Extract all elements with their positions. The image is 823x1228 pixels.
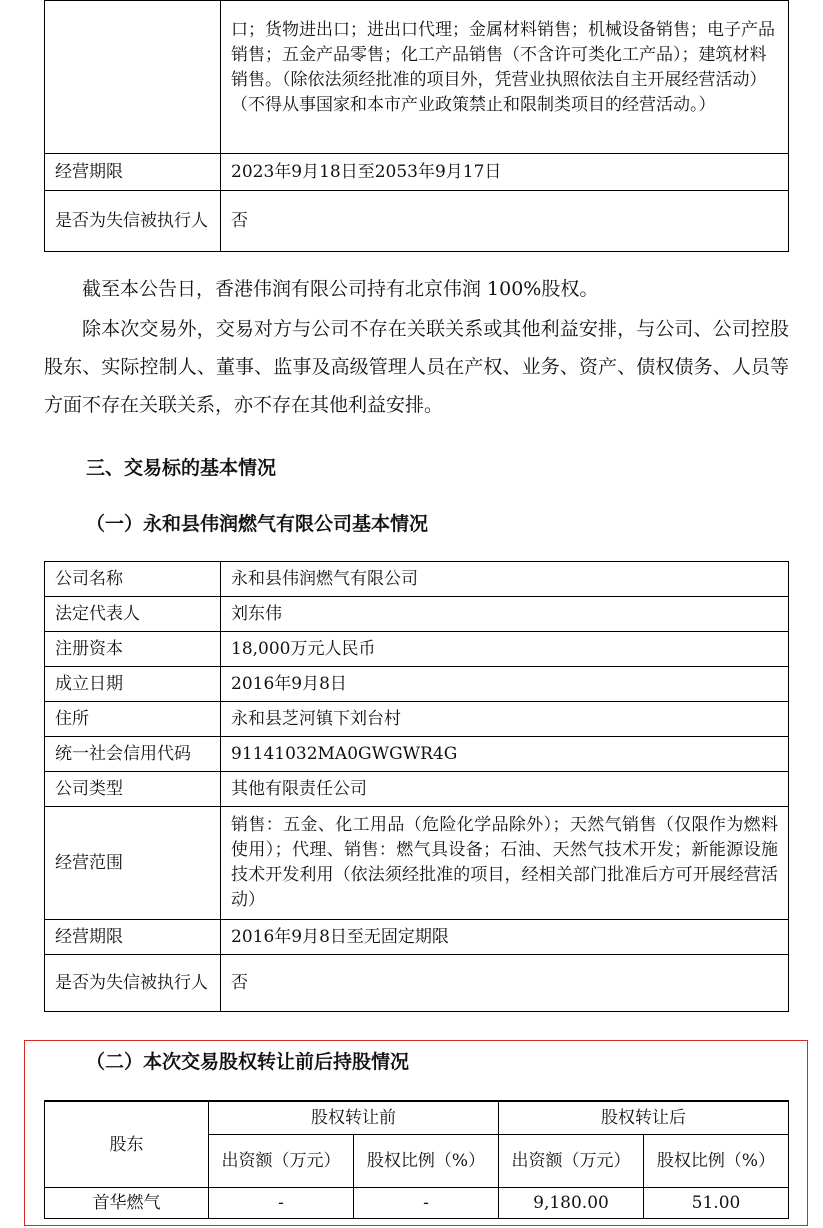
section-heading: 三、交易标的基本情况: [86, 457, 277, 479]
row-label: 经营期限: [45, 920, 221, 955]
after-capital: 9,180.00: [499, 1188, 644, 1219]
group-header-after: 股权转让后: [499, 1101, 789, 1135]
table-row: [45, 632, 789, 667]
row-value: 永和县芝河镇下刘台村: [221, 702, 789, 737]
row-label: 是否为失信被执行人: [45, 191, 221, 252]
counterparty-info-table: [44, 0, 789, 252]
row-value: 18,000万元人民币: [221, 632, 789, 667]
row-label: 经营范围: [45, 807, 221, 920]
shareholding-table: [44, 1100, 789, 1219]
paragraph-ownership: 截至本公告日，香港伟润有限公司持有北京伟润 100%股权。: [82, 278, 599, 300]
table-row: [45, 667, 789, 702]
col-header-capital-before: 出资额（万元）: [209, 1135, 354, 1188]
row-value: 永和县伟润燃气有限公司: [221, 562, 789, 597]
row-value: 2016年9月8日至无固定期限: [221, 920, 789, 955]
subsection-heading: （一）永和县伟润燃气有限公司基本情况: [86, 513, 429, 535]
row-value: 2016年9月8日: [221, 667, 789, 702]
row-value: 销售：五金、化工用品（危险化学品除外）；天然气销售（仅限作为燃料使用）；代理、销售：燃气具设备；石油、天然气技术开发；新能源设施技术开发利用（依法须经批准的项目，经相关部门批准后方可开展经营活动）: [221, 807, 789, 920]
subsection-heading: （二）本次交易股权转让前后持股情况: [86, 1051, 410, 1073]
before-ratio: -: [354, 1188, 499, 1219]
col-header-capital-after: 出资额（万元）: [499, 1135, 644, 1188]
table-row: [45, 191, 789, 252]
table-header-row: [45, 1101, 789, 1135]
row-label: 统一社会信用代码: [45, 737, 221, 772]
before-capital: -: [209, 1188, 354, 1219]
business-scope-label-cell: [45, 1, 221, 154]
row-value: 2023年9月18日至2053年9月17日: [221, 154, 789, 191]
col-header-shareholder: 股东: [45, 1101, 209, 1188]
row-label: 住所: [45, 702, 221, 737]
row-value: 否: [221, 191, 789, 252]
group-header-before: 股权转让前: [209, 1101, 499, 1135]
table-row: [45, 807, 789, 920]
table-row: [45, 955, 789, 1012]
table-row: [45, 1188, 789, 1219]
business-scope-value: 口；货物进出口；进出口代理；金属材料销售；机械设备销售；电子产品销售；五金产品零售；化工产品销售（不含许可类化工产品）；建筑材料销售。（除依法须经批准的项目外，凭营业执照依法自主开展经营活动）（不得从事国家和本市产业政策禁止和限制类项目的经营活动。）: [221, 1, 789, 154]
target-company-info-table: [44, 561, 789, 1012]
row-label: 法定代表人: [45, 597, 221, 632]
row-label: 是否为失信被执行人: [45, 955, 221, 1012]
col-header-ratio-before: 股权比例（%）: [354, 1135, 499, 1188]
col-header-ratio-after: 股权比例（%）: [644, 1135, 789, 1188]
row-label: 公司类型: [45, 772, 221, 807]
row-label: 成立日期: [45, 667, 221, 702]
table-row: [45, 737, 789, 772]
table-row: [45, 1, 789, 154]
row-label: 公司名称: [45, 562, 221, 597]
table-row: [45, 702, 789, 737]
row-label: 注册资本: [45, 632, 221, 667]
table-row: [45, 154, 789, 191]
row-value: 否: [221, 955, 789, 1012]
table-row: [45, 562, 789, 597]
shareholder-name: 首华燃气: [45, 1188, 209, 1219]
paragraph-related-party: 除本次交易外，交易对方与公司不存在关联关系或其他利益安排，与公司、公司控股股东、实际控制人、董事、监事及高级管理人员在产权、业务、资产、债权债务、人员等方面不存在关联关系，亦不存在其他利益安排。: [44, 318, 789, 416]
row-value: 其他有限责任公司: [221, 772, 789, 807]
row-value: 91141032MA0GWGWR4G: [221, 737, 789, 772]
after-ratio: 51.00: [644, 1188, 789, 1219]
table-row: [45, 597, 789, 632]
row-label: 经营期限: [45, 154, 221, 191]
row-value: 刘东伟: [221, 597, 789, 632]
table-row: [45, 920, 789, 955]
table-row: [45, 772, 789, 807]
